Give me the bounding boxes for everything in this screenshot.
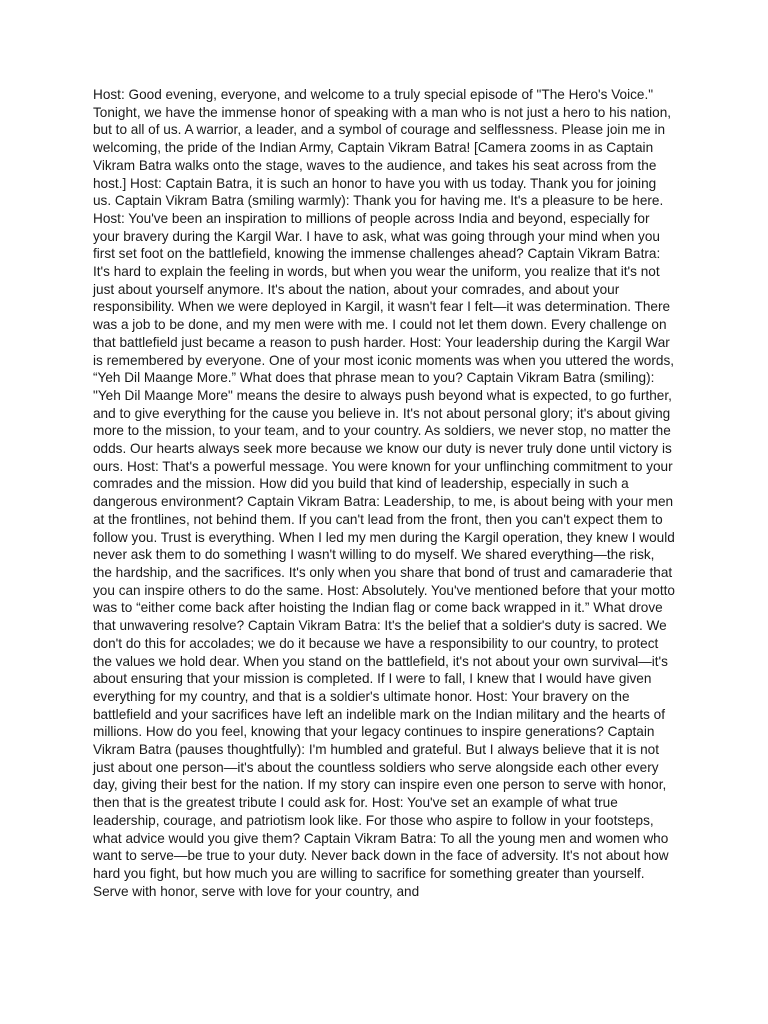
interview-transcript-paragraph: Host: Good evening, everyone, and welcome to a truly special episode of "The Hero's Voice." Tonight, we have the immense honor of speaking with a man who is not just a hero to his nation, but to all of us. A warrior, a leader, and a symbol of courage and selflessness. Please join me in welcoming, the pride of the Indian Army, Captain Vikram Batra! [Camera zooms in as Captain Vikram Batra walks onto the stage, waves to the audience, and takes his seat across from the host.] Host: Captain Batra, it is such an honor to have you with us today. Thank you for joining us. Captain Vikram Batra (smiling warmly): Thank you for having me. It's a pleasure to be here. Host: You've been an inspiration to millions of people across India and beyond, especially for your bravery during the Kargil War. I have to ask, what was going through your mind when you first set foot on the battlefield, knowing the immense challenges ahead? Captain Vikram Batra: It's hard to explain the feeling in words, but when you wear the uniform, you realize that it's not just about yourself anymore. It's about the nation, about your comrades, and about your responsibility. When we were deployed in Kargil, it wasn't fear I felt—it was determination. There was a job to be done, and my men were with me. I could not let them down. Every challenge on that battlefield just became a reason to push harder. Host: Your leadership during the Kargil War is remembered by everyone. One of your most iconic moments was when you uttered the words, “Yeh Dil Maange More.” What does that phrase mean to you? Captain Vikram Batra (smiling): "Yeh Dil Maange More" means the desire to always push beyond what is expected, to go further, and to give everything for the cause you believe in. It's not about personal glory; it's about giving more to the mission, to your team, and to your country. As soldiers, we never stop, no matter the odds. Our hearts always seek more because we know our duty is never truly done until victory is ours. Host: That's a powerful message. You were known for your unflinching commitment to your comrades and the mission. How did you build that kind of leadership, especially in such a dangerous environment? Captain Vikram Batra: Leadership, to me, is about being with your men at the frontlines, not behind them. If you can't lead from the front, then you can't expect them to follow you. Trust is everything. When I led my men during the Kargil operation, they knew I would never ask them to do something I wasn't willing to do myself. We shared everything—the risk, the hardship, and the sacrifices. It's only when you share that bond of trust and camaraderie that you can inspire others to do the same. Host: Absolutely. You've mentioned before that your motto was to “either come back after hoisting the Indian flag or come back wrapped in it.” What drove that unwavering resolve? Captain Vikram Batra: It's the belief that a soldier's duty is sacred. We don't do this for accolades; we do it because we have a responsibility to our country, to protect the values we hold dear. When you stand on the battlefield, it's not about your own survival—it's about ensuring that your mission is completed. If I were to fall, I knew that I would have given everything for my country, and that is a soldier's ultimate honor. Host: Your bravery on the battlefield and your sacrifices have left an indelible mark on the Indian military and the hearts of millions. How do you feel, knowing that your legacy continues to inspire generations? Captain Vikram Batra (pauses thoughtfully): I'm humbled and grateful. But I always believe that it is not just about one person—it's about the countless soldiers who serve alongside each other every day, giving their best for the nation. If my story can inspire even one person to serve with honor, then that is the greatest tribute I could ask for. Host: You've set an example of what true leadership, courage, and patriotism look like. For those who aspire to follow in your footsteps, what advice would you give them? Captain Vikram Batra: To all the young men and women who want to serve—be true to your duty. Never back down in the face of adversity. It's not about how hard you fight, but how much you are willing to sacrifice for something greater than yourself. Serve with honor, serve with love for your country, and [93, 87, 675, 899]
